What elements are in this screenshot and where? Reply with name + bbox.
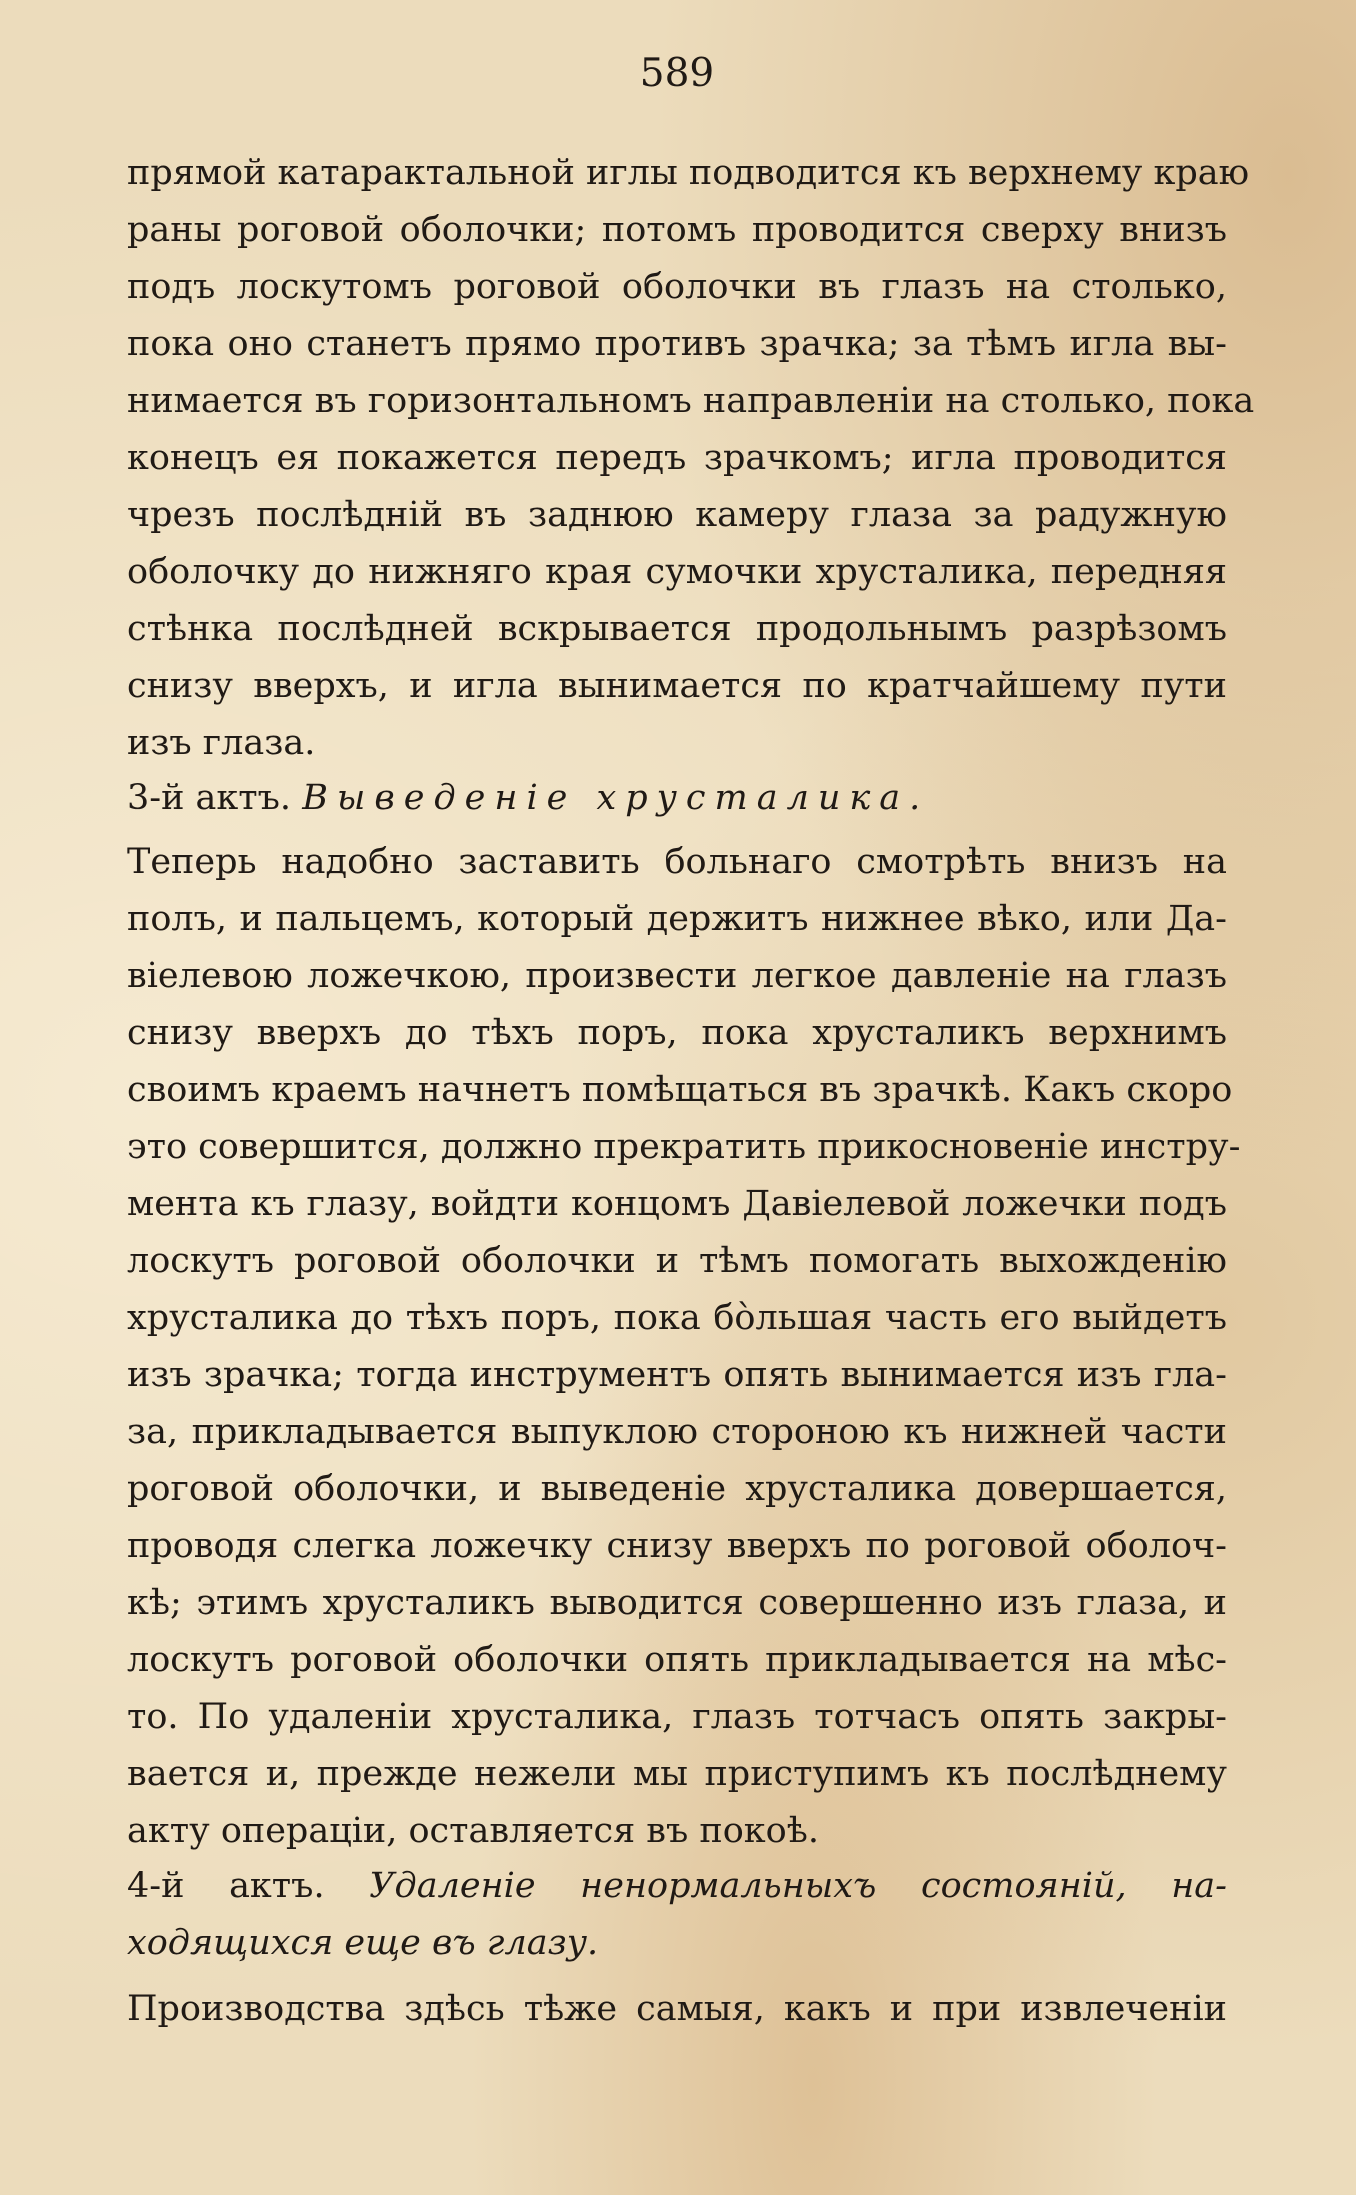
text-line: снизу вверхъ до тѣхъ поръ, пока хрусталикъ верхнимъ (127, 1013, 1227, 1053)
text-line: это совершится, должно прекратить прикосновеніе инстру- (127, 1127, 1241, 1167)
text-line: своимъ краемъ начнетъ помѣщаться въ зрачкѣ. Какъ скоро (127, 1070, 1233, 1110)
text-line: оболочку до нижняго края сумочки хрусталика, передняя (127, 552, 1227, 592)
text-line: изъ глаза. (127, 723, 316, 763)
text-line: роговой оболочки, и выведеніе хрусталика довершается, (127, 1469, 1227, 1509)
text-line: подъ лоскутомъ роговой оболочки въ глазъ на столько, (127, 267, 1227, 307)
text-line: хрусталика до тѣхъ поръ, пока бо̀льшая часть его выйдетъ (127, 1298, 1227, 1338)
act-4-title-line-1: Удаленіе ненормальныхъ состояній, на- (369, 1866, 1227, 1906)
text-line: Производства здѣсь тѣже самыя, какъ и при извлеченіи (127, 1989, 1227, 2029)
page-number: 589 (639, 51, 715, 96)
text-line: віелевою ложечкою, произвести легкое давленіе на глазъ (127, 956, 1227, 996)
text-line: стѣнка послѣдней вскрывается продольнымъ разрѣзомъ (127, 609, 1227, 649)
text-line: кѣ; этимъ хрусталикъ выводится совершенно изъ глаза, и (127, 1583, 1227, 1623)
text-line: снизу вверхъ, и игла вынимается по кратчайшему пути (127, 666, 1227, 706)
text-line: проводя слегка ложечку снизу вверхъ по роговой оболоч- (127, 1526, 1227, 1566)
act-4-heading (127, 1857, 1227, 1915)
text-line: лоскутъ роговой оболочки и тѣмъ помогать выхожденію (127, 1241, 1227, 1281)
text-line: конецъ ея покажется передъ зрачкомъ; игла проводится (127, 438, 1227, 478)
text-line: мента къ глазу, войдти концомъ Давіелевой ложечки подъ (127, 1184, 1227, 1224)
act-3-title: Выведеніе хрусталика. (302, 778, 930, 818)
text-line: раны роговой оболочки; потомъ проводится сверху внизъ (127, 210, 1227, 250)
text-line: прямой катарактальной иглы подводится къ верхнему краю (127, 153, 1250, 193)
text-line: чрезъ послѣдній въ заднюю камеру глаза за радужную (127, 495, 1227, 535)
text-line: акту операціи, оставляется въ покоѣ. (127, 1811, 819, 1851)
text-line: лоскутъ роговой оболочки опять прикладывается на мѣс- (127, 1640, 1227, 1680)
act-3-label: 3-й актъ. (127, 778, 292, 818)
text-line: изъ зрачка; тогда инструментъ опять вынимается изъ гла- (127, 1355, 1227, 1395)
act-4-title-line-2: ходящихся еще въ глазу. (127, 1923, 599, 1963)
text-line: Теперь надобно заставить больнаго смотрѣть внизъ на (127, 842, 1227, 882)
text-line: за, прикладывается выпуклою стороною къ нижней части (127, 1412, 1227, 1452)
text-line: то. По удаленіи хрусталика, глазъ тотчасъ опять закры- (127, 1697, 1227, 1737)
act-3-heading (127, 769, 1227, 827)
text-line: пока оно станетъ прямо противъ зрачка; за тѣмъ игла вы- (127, 324, 1227, 364)
act-4-label: 4-й актъ. (127, 1866, 325, 1906)
text-line: вается и, прежде нежели мы приступимъ къ послѣднему (127, 1754, 1227, 1794)
text-line: полъ, и пальцемъ, который держитъ нижнее вѣко, или Да- (127, 899, 1227, 939)
act-4-title-continuation (127, 1914, 1227, 1972)
text-line: нимается въ горизонтальномъ направленіи на столько, пока (127, 381, 1255, 421)
